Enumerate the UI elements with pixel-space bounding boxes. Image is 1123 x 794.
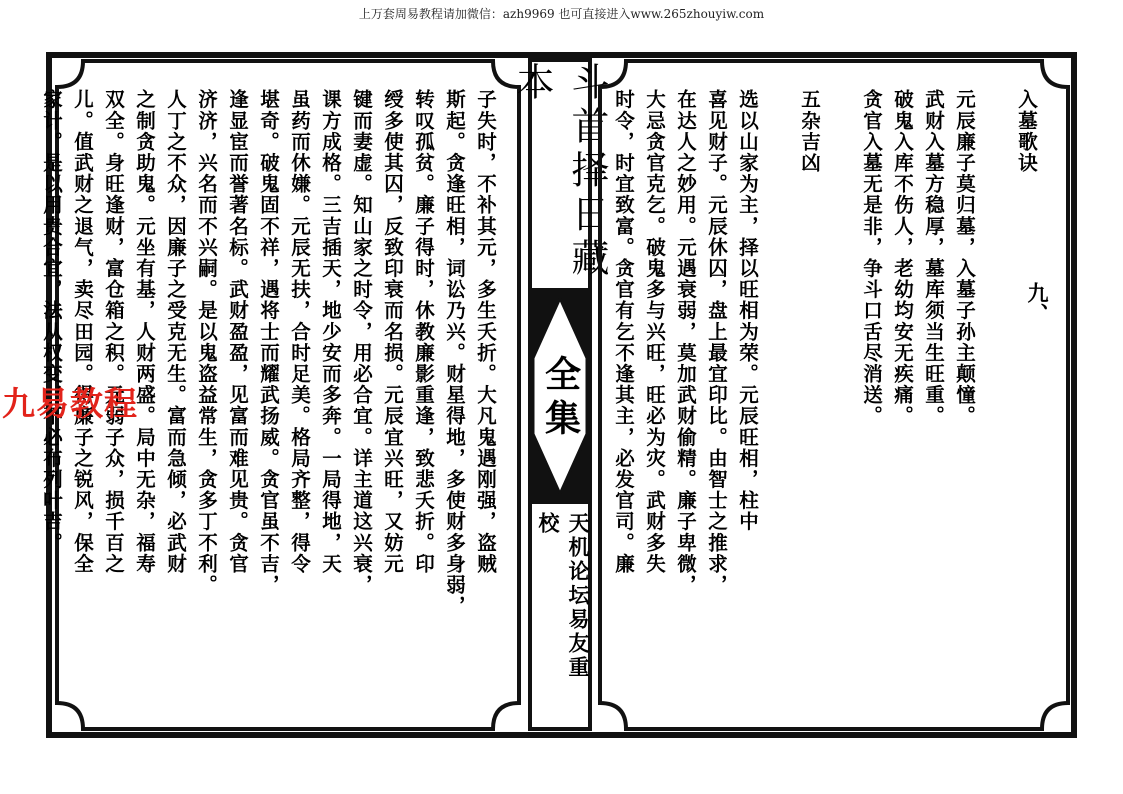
text-column: 虽药而休嫌。元辰无扶，合时足美。格局齐整，得令 [288,89,311,575]
edition-label: 全集 [539,355,581,443]
text-column: 家计。是以用贵合宜，法从权变，不必布列叶吉。 [40,89,63,554]
text-column: 人丁之不众，因廉子之受克无生。富而急倾，必武财 [164,89,187,575]
text-column: 堪奇。破鬼固不祥，遇将士而耀武扬威。贪官虽不吉， [257,89,280,596]
verse-line: 武财入墓方稳厚，墓库须当生旺重。 [922,89,945,427]
section-heading: 入墓歌诀 [1015,89,1038,174]
text-column: 儿。值武财之退气，卖尽田园。得廉子之锐风，保全 [71,89,94,575]
right-page [598,59,1070,731]
page-header-notice: 上万套周易教程请加微信：azh9969 也可直接进入www.265zhouyiw.com [358,7,765,21]
editor-credit: 天机论坛易友重 校 [536,512,590,680]
verse-line: 贪官入墓无是非，争斗口舌尽消送。 [860,89,883,427]
verse-line: 破鬼入库不伤人，老幼均安无疾痛。 [891,89,914,427]
text-column: 在达人之妙用。元遇衰弱，莫加武财偷精。廉子卑微， [674,89,697,596]
book-title: 斗首择日藏本 [510,62,609,282]
text-column: 斯起。贪逢旺相，词讼乃兴。财星得地，多使财多身弱， [443,89,466,617]
page-number: 九、 [1025,282,1049,324]
text-column: 选以山家为主，择以旺相为荣。元辰旺相，柱中 [736,89,759,533]
text-column: 大忌贪官克乞。破鬼多与兴旺，旺必为灾。武财多失 [643,89,666,575]
text-column: 双全。身旺逢财，富仓箱之积。元弱子众，损千百之 [102,89,125,575]
text-column: 喜见财子。元辰休囚，盘上最宜印比。由智士之推求， [705,89,728,596]
text-column: 键而妻虚。知山家之时令，用必合宜。详主道这兴衰， [350,89,373,596]
text-column: 之制贪助鬼。元坐有基，人财两盛。局中无杂，福寿 [133,89,156,575]
text-column: 济济，兴名而不兴嗣。是以鬼盗益常生，贪多丁不利。 [195,89,218,596]
watermark-logo: 九易教程 [2,384,138,423]
text-column: 逢显宦而誉著名标。武财盈盈，见富而难见贵。贪官 [226,89,249,575]
text-column: 子失时，不补其元，多生夭折。大凡鬼遇刚强，盗贼 [474,89,497,575]
text-column: 课方成格。三吉插天，地少安而多奔。一局得地，天 [319,89,342,575]
right-page-body [608,89,1042,595]
left-page-body [36,89,501,617]
verse-line: 元辰廉子莫归墓，入墓子孙主颠憧。 [953,89,976,427]
text-column: 绶多使其囚，反致印衰而名损。元辰宜兴旺，又妨元 [381,89,404,575]
book-spine [510,58,609,731]
section-heading: 五杂吉凶 [798,89,821,174]
text-column: 时令，时宜致富。贪官有乞不逢其主，必发官司。廉 [612,89,635,575]
text-column: 转叹孤贫。廉子得时，休教廉影重逢，致悲夭折。印 [412,89,435,575]
